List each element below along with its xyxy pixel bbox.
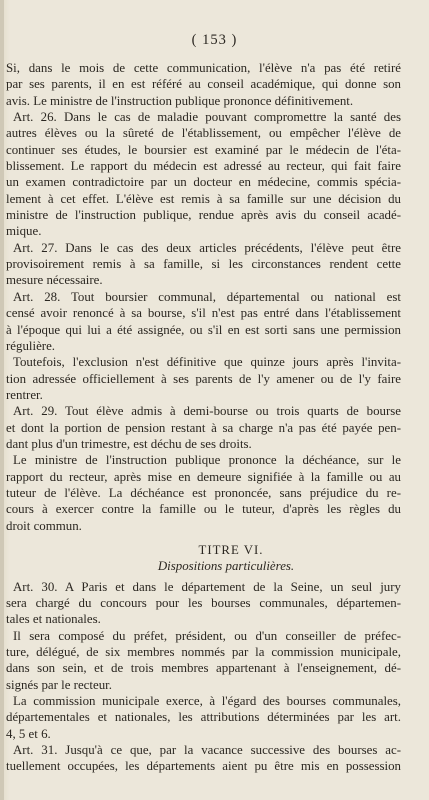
text-line: régulière. (6, 338, 56, 353)
text-line: 4, 5 et 6. (6, 726, 51, 741)
text-line: tion adressée officiellement à ses parents de l'y amener ou de l'y faire (6, 371, 401, 386)
article-31-line: Art. 31. Jusqu'à ce que, par la vacance successive des bourses ac- (13, 743, 401, 758)
text-line: un examen contradictoire par un docteur en médecine, commis spécia- (6, 175, 401, 190)
text-line: droit commun. (6, 518, 82, 533)
text-line: Le ministre de l'instruction publique prononce la déchéance, sur le (13, 453, 401, 468)
text-line: La commission municipale exerce, à l'égard des bourses communales, (13, 694, 401, 709)
text-line: avis. Le ministre de l'instruction publique prononce définitivement. (6, 93, 354, 108)
text-line: cours à exercer contre la famille ou le tuteur, d'après les règles du (6, 502, 401, 517)
text-line: censé avoir renoncé à sa bourse, s'il n'est pas entré dans l'établissement (6, 306, 401, 321)
text-line: sera chargé du concours pour les bourses communales, départemen- (6, 596, 401, 610)
text-line: ministre de l'instruction publique, rendue après avis du conseil acadé- (6, 208, 401, 223)
text-line: mique. (6, 224, 42, 239)
page-number-header: ( 153 ) (191, 32, 238, 48)
text-line: autres élèves ou la sûreté de l'établissement, ou empêcher l'élève de (6, 126, 401, 141)
text-line: Il sera composé du préfet, président, ou d'un conseiller de préfec- (13, 628, 401, 643)
text-line: tuteur de l'élève. La déchéance est prononcée, sans préjudice du re- (6, 485, 401, 500)
text-line: Toutefois, l'exclusion n'est définitive que quinze jours après l'invita- (13, 355, 401, 370)
text-line: dans son sein, et de trois membres appartenant à l'enseignement, dé- (6, 661, 401, 676)
text-line: tuellement occupées, les départements aient pu être mis en possession (6, 759, 401, 774)
section-title: TITRE VI. (198, 542, 264, 557)
text-line: départementales et nationales, les attributions déterminées par les art. (6, 710, 401, 725)
text-line: à l'époque qui lui a été assignée, ou s'il en est sorti sans une permission (6, 322, 401, 337)
text-line: mesure nécessaire. (6, 273, 103, 288)
page-spine-shadow (0, 0, 4, 800)
text-line: continuer ses études, le boursier est examiné par le médecin de l'éta- (6, 142, 401, 157)
text-line: blissement. Le rapport du médecin est adressé au recteur, qui fait faire (6, 159, 401, 174)
text-line: signés par le recteur. (6, 677, 112, 692)
section-subtitle: Dispositions particulières. (157, 559, 295, 574)
text-line: et dont la portion de pension restant à sa charge n'a pas été payée pen- (6, 420, 401, 435)
text-line: Si, dans le mois de cette communication, l'élève n'a pas été retiré (6, 61, 401, 75)
article-26-line: Art. 26. Dans le cas de maladie pouvant compromettre la santé des (13, 110, 401, 125)
article-27-line: Art. 27. Dans le cas des deux articles précédents, l'élève peut être (13, 240, 401, 255)
text-line: lement à cet effet. L'élève est remis à sa famille sur une décision du (6, 191, 401, 206)
text-line: rapport du recteur, après mise en demeure signifiée à la famille ou au (6, 469, 401, 484)
article-28-line: Art. 28. Tout boursier communal, départemental ou national est (13, 289, 401, 304)
text-line: rentrer. (6, 387, 43, 402)
page-body-text (6, 60, 401, 775)
article-29-line: Art. 29. Tout élève admis à demi-bourse ou trois quarts de bourse (13, 404, 401, 419)
text-line: par ses parents, il en est référé au conseil académique, qui donne son (6, 77, 401, 92)
text-line: dant plus d'un trimestre, est déchu de ses droits. (6, 436, 252, 451)
article-30-line: Art. 30. A Paris et dans le département de la Seine, un seul jury (13, 579, 401, 594)
text-line: ture, délégué, de six membres nommés par la commission municipale, (6, 645, 401, 660)
text-line: tales et nationales. (6, 612, 101, 627)
text-line: provisoirement remis à sa famille, si les circonstances rendent cette (6, 257, 401, 272)
